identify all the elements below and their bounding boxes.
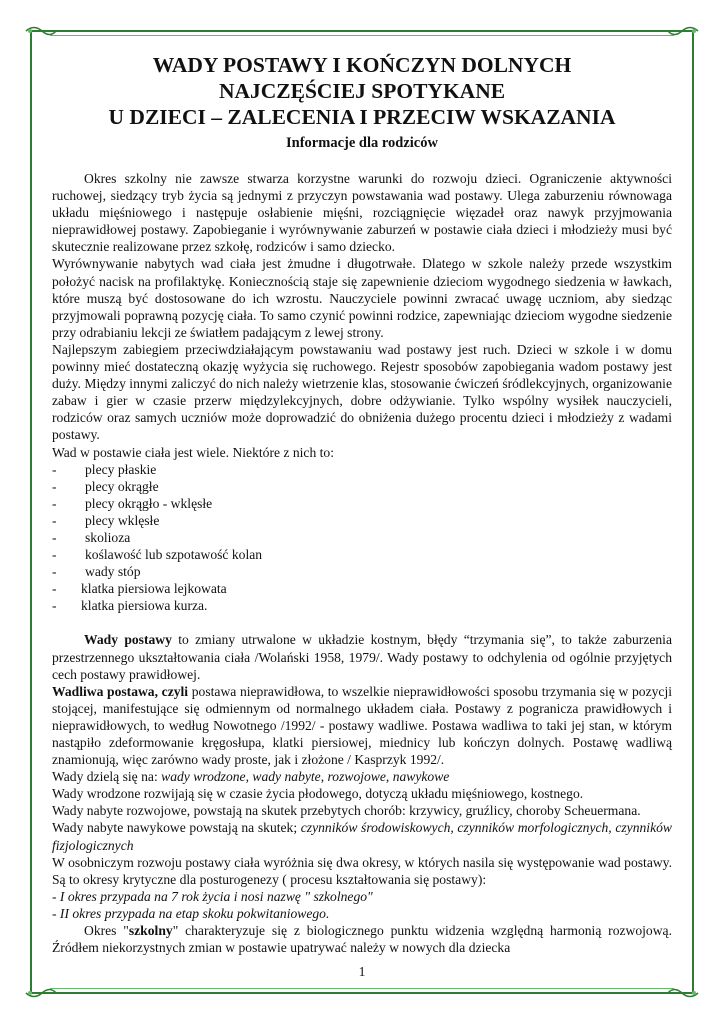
paragraph-classification: Wady dzielą się na: wady wrodzone, wady nabyte, rozwojowe, nawykowe [52,769,450,785]
paragraph-szkolny: Okres "szkolny" charakteryzuje się z biologicznego punktu widzenia względną harmonią rozwojową. Źródłem niekorzystnych zmian w postawie upatrywać należy w nowych dla dziecka [52,923,672,956]
paragraph-movement: Najlepszym zabiegiem przeciwdziałającym powstawaniu wad postawy jest ruch. Dzieci w szkole i w domu powinny mieć dostateczną okazję wyżycia się ruchowego. Rejestr sposobów zapobiegania wadom postawy jest duży. Między innymi zaliczyć do nich należy wietrzenie klas, stosowanie ćwiczeń śródlekcyjnych, organizowanie zabaw i gier w czasie przerw międzylekcyjnych, dobre odżywianie. Tylko wspólny wysiłek nauczycieli, rodziców oraz samych uczniów może doprowadzić do obniżenia dużego procentu dzieci i młodzieży z wadami postawy. [52,341,672,443]
list-item: - koślawość lub szpotawość kolan [52,547,263,563]
paragraph-okres-1: - I okres przypada na 7 rok życia i nosi nazwę " szkolnego" [52,888,373,904]
paragraph-intro: Okres szkolny nie zawsze stwarza korzystne warunki do rozwoju dzieci. Ograniczenie aktywności ruchowej, siedzący tryb życia są jednymi z przyczyn powstawania wad postawy. Ulega zaburzeniu równowaga układu mięśniowego i następuje osłabienie mięśni, rozciągnięcie więzadeł oraz nawyk przyjmowania nieprawidłowej postawy. Zapobieganie i wyrównywanie zaburzeń w postawie ciała dzieci i młodzieży musi być skutecznie realizowane przez szkołę, rodziców i samo dziecko. [52,171,672,255]
defects-list [52,461,672,615]
list-item: - plecy okrągłe [52,478,159,494]
list-item: - plecy wklęsłe [52,512,160,528]
paragraph-nabyte: Wady nabyte rozwojowe, powstają na skutek przebytych chorób: krzywicy, gruźlicy, choroby Scheuermana. [52,803,641,819]
frame-top-border [30,30,694,32]
list-item: - skolioza [52,529,131,545]
list-item: - klatka piersiowa kurza. [52,598,208,614]
paragraph-okres-2: - II okres przypada na etap skoku pokwitaniowego. [52,905,330,921]
paragraph-list-intro: Wad w postawie ciała jest wiele. Niektóre z nich to: [52,444,335,460]
corner-ornament-icon [24,24,58,38]
frame-top-inner-border [50,35,674,36]
list-item: - plecy okrągło - wklęsłe [52,495,213,511]
title-line-2: NAJCZĘŚCIEJ SPOTYKANE [218,79,506,103]
paragraph-wadliwa-definition: Wadliwa postawa, czyli postawa nieprawidłowa, to wszelkie nieprawidłowości sposobu trzymania się w pozycji stojącej, manifestujące się odmiennym od normalnego układem ciała. Postawy z pogranicza prawidłowych i nieprawidłowych, to według Nowotnego /1992/ - postawy wadliwe. Postawa wadliwa to taki jej stan, w którym nastąpiło zdeformowanie kręgosłupa, klatki piersiowej, miednicy lub kończyn dolnych. Postawę wadliwą znamionują, więc zarówno wady proste, jak i złożone / Kasprzyk 1992/. [52,683,672,768]
frame-bottom-inner-border [50,988,674,989]
page-number: 1 [358,964,366,979]
frame-left-border [30,30,32,994]
frame-bottom-border [30,992,694,994]
title-line-1: WADY POSTAWY I KOŃCZYN DOLNYCH [152,53,572,77]
title-line-3: U DZIECI – ZALECENIA I PRZECIW WSKAZANIA [108,105,616,129]
list-item: - klatka piersiowa lejkowata [52,581,227,597]
page-subtitle: Informacje dla rodziców [286,135,438,151]
list-item: - wady stóp [52,564,141,580]
paragraph-okresy: W osobniczym rozwoju postawy ciała wyróżnia się dwa okresy, w których nasila się występowanie wad postawy. Są to okresy krytyczne dla posturogenezy ( procesu kształtowania się postawy): [52,854,672,887]
corner-ornament-icon [666,986,700,1000]
list-item: - plecy płaskie [52,461,157,477]
paragraph-wady-definition: Wady postawy to zmiany utrwalone w układzie kostnym, błędy “trzymania się”, to także zaburzenia przestrzennego ukształtowania ciała /Wolański 1958, 1979/. Wady postawy to odchylenia od ogólnie przyjętych cech postawy prawidłowej. [52,632,672,682]
page-title [52,52,672,130]
paragraph-wrodzone: Wady wrodzone rozwijają się w czasie życia płodowego, dotyczą układu mięśniowego, kostnego. [52,786,584,802]
corner-ornament-icon [24,986,58,1000]
spacer [52,614,672,631]
paragraph-nawykowe: Wady nabyte nawykowe powstają na skutek; czynników środowiskowych, czynników morfologicznych, czynników fizjologicznych [52,820,672,853]
corner-ornament-icon [666,24,700,38]
paragraph-prevention: Wyrównywanie nabytych wad ciała jest żmudne i długotrwałe. Dlatego w szkole należy przede wszystkim położyć nacisk na profilaktykę. Koniecznością staje się zapewnienie dzieciom wygodnego siedzenia w ławkach, które muszą być dostosowane do ich wzrostu. Nauczyciele powinni zwracać uwagę uczniom, aby siedząc przyjmowali poprawną pozycję ciała. To samo czynić powinni rodzice, zapewniając dzieciom wygodne siedzenie przy odrabianiu lekcji ze światłem padającym z lewej strony. [52,256,672,340]
document-body [52,52,672,956]
frame-right-border [692,30,694,994]
